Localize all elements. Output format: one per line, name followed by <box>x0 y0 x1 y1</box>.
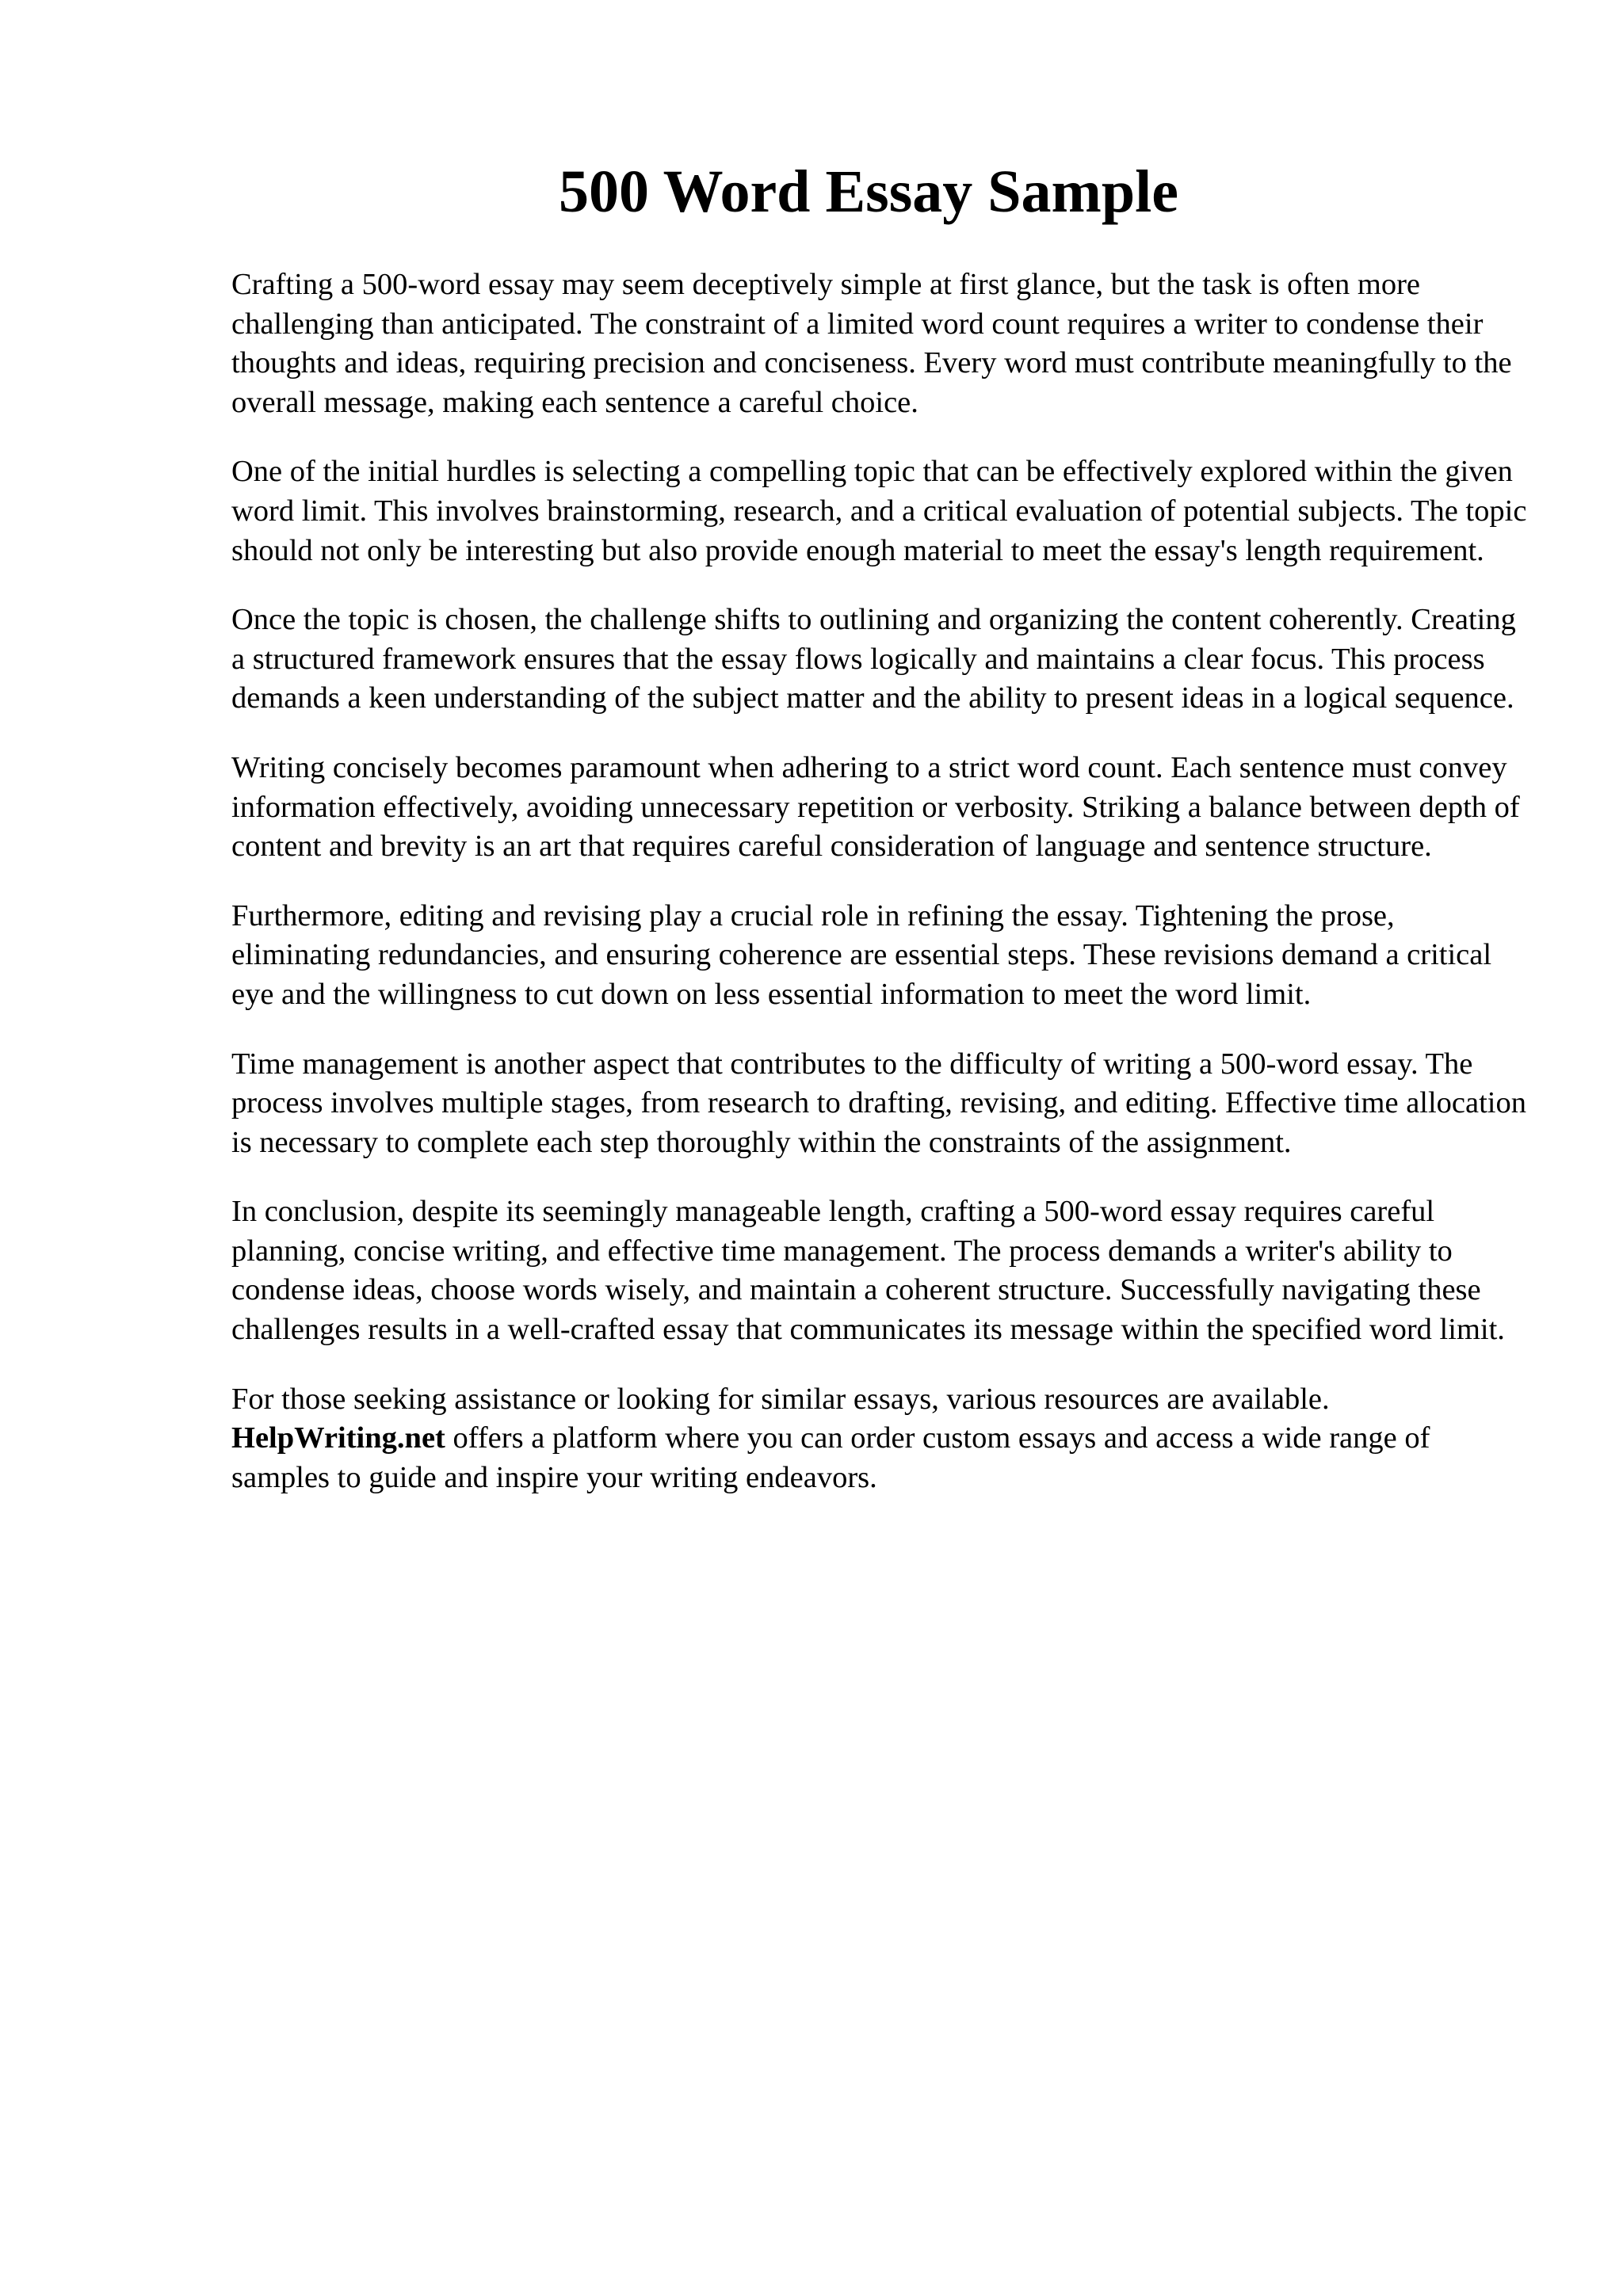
document-title: 500 Word Essay Sample <box>559 158 1178 225</box>
essay-body <box>231 265 1531 1527</box>
paragraph-6: Time management is another aspect that contributes to the difficulty of writing a 500-word essay. The process involves multiple stages, from research to drafting, revising, and editing. Effective time allocation is necessary to complete each step thoroughly within the constraints of the assignment. <box>231 1047 1526 1159</box>
paragraph-2: One of the initial hurdles is selecting a compelling topic that can be effectively explored within the given word limit. This involves brainstorming, research, and a critical evaluation of potential subjects. The topic should not only be interesting but also provide enough material to meet the essay's length requirement. <box>231 455 1527 567</box>
paragraph-3: Once the topic is chosen, the challenge shifts to outlining and organizing the content coherently. Creating a structured framework ensures that the essay flows logically and maintains a clear focus. This process demands a keen understanding of the subject matter and the ability to present ideas in a logical sequence. <box>231 603 1516 715</box>
paragraph-4: Writing concisely becomes paramount when adhering to a strict word count. Each sentence must convey information effectively, avoiding unnecessary repetition or verbosity. Striking a balance between depth of content and brevity is an art that requires careful consideration of language and sentence structure. <box>231 750 1520 864</box>
paragraph-7: In conclusion, despite its seemingly manageable length, crafting a 500-word essay requires careful planning, concise writing, and effective time management. The process demands a writer's ability to condense ideas, choose words wisely, and maintain a coherent structure. Successfully navigating these challenges results in a well-crafted essay that communicates its message within the specified word limit. <box>231 1195 1505 1347</box>
closing-intro: For those seeking assistance or looking for similar essays, various resources are available. <box>231 1382 1330 1416</box>
helpwriting-link[interactable]: HelpWriting.net <box>231 1421 445 1455</box>
closing-outro: offers a platform where you can order custom essays and access a wide range of samples to guide and inspire your writing endeavors. <box>231 1421 1430 1494</box>
closing-paragraph <box>231 1380 1531 1498</box>
paragraph-5: Furthermore, editing and revising play a crucial role in refining the essay. Tightening the prose, eliminating redundancies, and ensuring coherence are essential steps. These revisions demand a critical eye and the willingness to cut down on less essential information to meet the word limit. <box>231 898 1492 1011</box>
paragraph-1: Crafting a 500-word essay may seem deceptively simple at first glance, but the task is often more challenging than anticipated. The constraint of a limited word count requires a writer to condense their thoughts and ideas, requiring precision and conciseness. Every word must contribute meaningfully to the overall message, making each sentence a careful choice. <box>231 268 1512 419</box>
